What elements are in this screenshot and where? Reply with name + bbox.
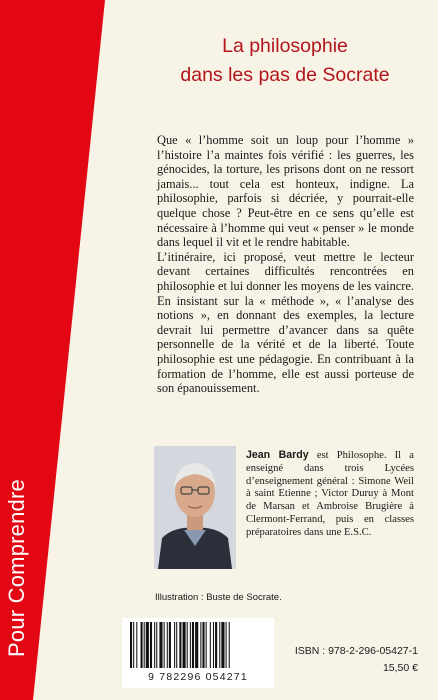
price: 15,50 €: [382, 662, 418, 674]
barcode-bars: [122, 618, 274, 670]
author-bio-text: est Philosophe. Il a enseigné dans trois Lycées d’enseignement général : Simone Weil à saint Etienne ; Victor Duruy à Mont de Marsan et Ambroise Brugière à Clermont-Ferrand, puis en classes préparatoires dans une E.S.C.: [246, 450, 414, 538]
title-line-1: La philosophie: [222, 35, 348, 57]
blurb-paragraph-1: Que « l’homme soit un loup pour l’homme » l’histoire l’a maintes fois vérifié : les guerres, les génocides, la torture, les prisons dont on ne ressort jamais... tout cela est honteux, indigne. La philosophie, parfois si décriée, y pourrait-elle quelque chose ? Peut-être en ce sens qu’elle est nécessaire à l’homme qui veut « penser » le monde dans lequel il vit et le rendre habitable.: [157, 133, 414, 250]
barcode: [122, 618, 274, 688]
barcode-digits: 9 782296 054271: [148, 671, 248, 683]
author-name: Jean Bardy: [246, 449, 309, 461]
author-bio: [246, 449, 414, 540]
series-label: Pour Comprendre: [4, 478, 29, 657]
book-title: [150, 32, 420, 90]
isbn-number: ISBN : 978-2-296-05427-1: [294, 645, 418, 657]
isbn-block: [290, 643, 418, 677]
back-cover-blurb: [157, 133, 414, 396]
title-line-2: dans les pas de Socrate: [180, 64, 390, 86]
blurb-paragraph-2: L’itinéraire, ici proposé, veut mettre le lecteur devant certaines difficultés rencontrées en philosophie et lui donner les moyens de les vaincre. En insistant sur la « méthode », « l’analyse des notions », en donnant des exemples, la lecture devrait lui permettre d’avancer dans sa quête personnelle de la vérité et de la liberté. Toute philosophie est une pédagogie. En contribuant à la formation de l’homme, elle est aussi porteuse de son épanouissement.: [157, 249, 414, 396]
illustration-credit: Illustration : Buste de Socrate.: [155, 592, 282, 603]
author-photo: [154, 446, 236, 569]
